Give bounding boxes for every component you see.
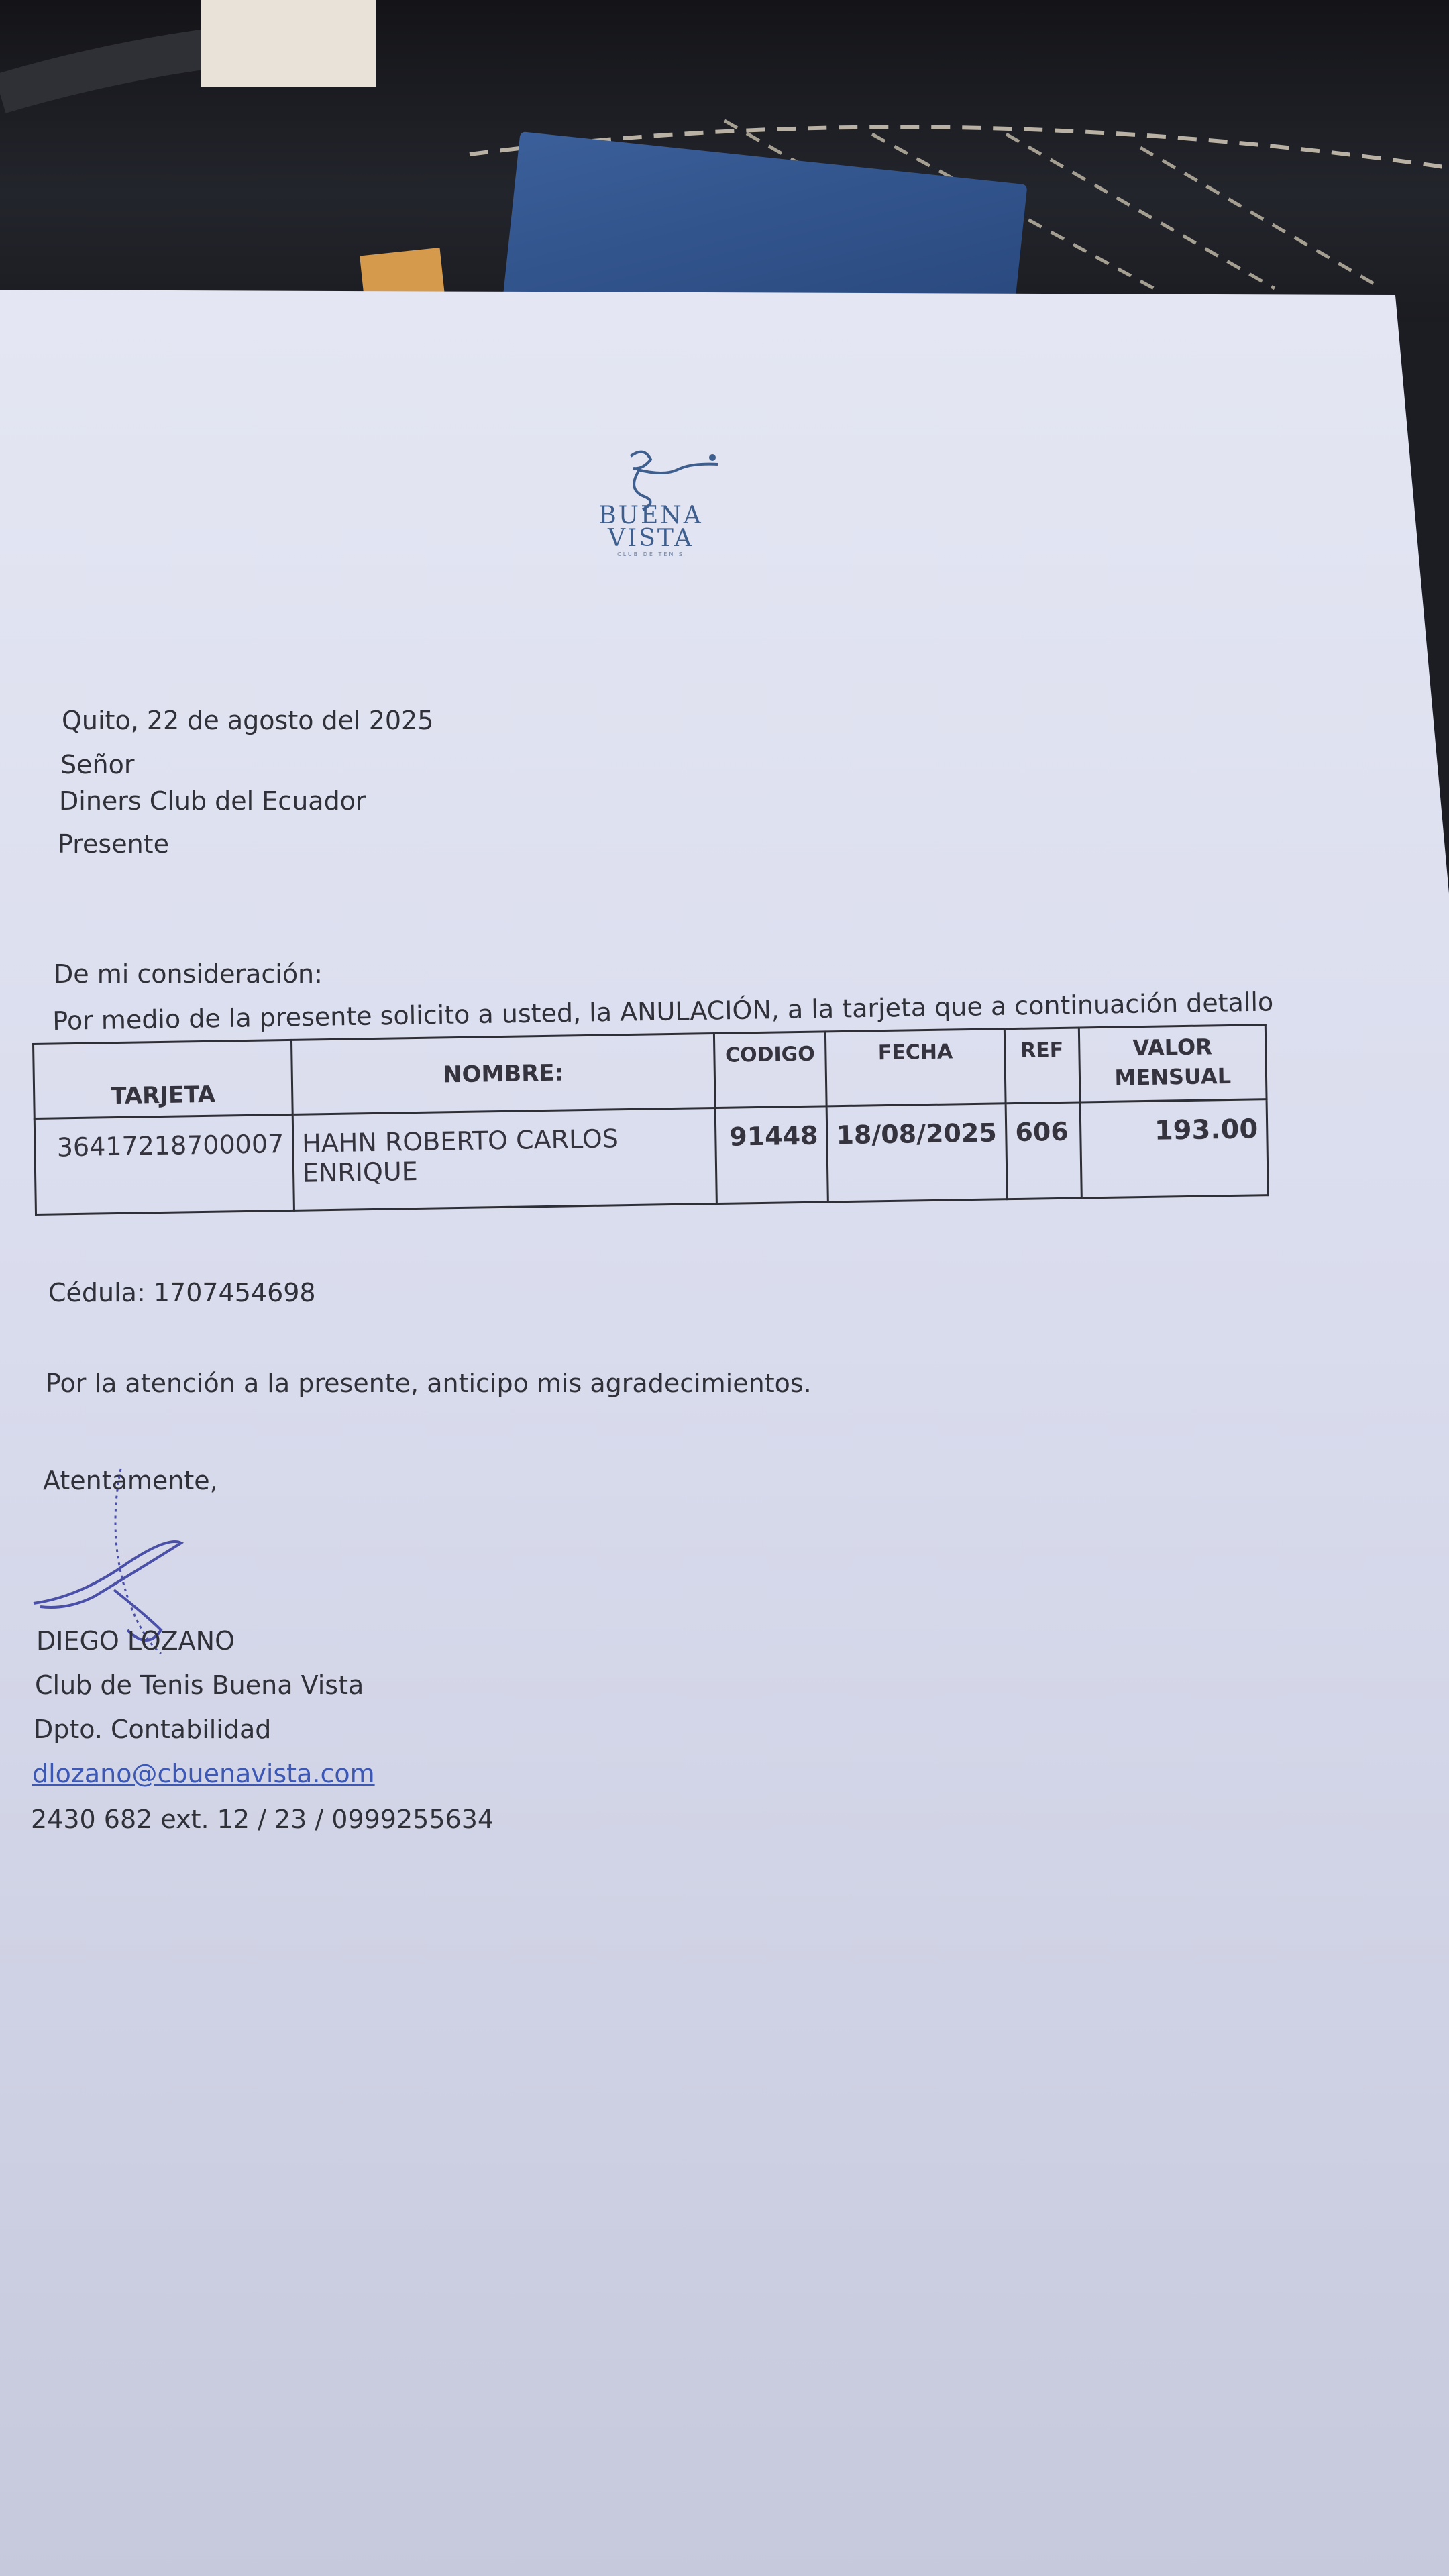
cell-fecha: 18/08/2025 — [826, 1104, 1007, 1202]
header-codigo: CODIGO — [714, 1032, 826, 1108]
cedula-line: Cédula: 1707454698 — [48, 1278, 316, 1307]
header-tarjeta: TARJETA — [34, 1040, 293, 1118]
place-date: Quito, 22 de agosto del 2025 — [62, 706, 434, 735]
header-nombre: NOMBRE: — [291, 1034, 715, 1115]
cell-valor: 193.00 — [1080, 1099, 1269, 1198]
card-details-table — [32, 1024, 1269, 1201]
intro-paragraph: Por medio de la presente solicito a usted, la ANULACIÓN, a la tarjeta que a continuación detallo — [52, 987, 1274, 1036]
logo-wordmark: BUENA VISTA — [598, 502, 703, 552]
logo-subtitle: CLUB DE TENIS — [617, 551, 684, 557]
cell-tarjeta: 36417218700007 — [34, 1114, 294, 1214]
signatory-organization: Club de Tenis Buena Vista — [35, 1670, 364, 1700]
recipient-presente: Presente — [58, 829, 169, 859]
header-fecha: FECHA — [826, 1029, 1006, 1106]
salutation: De mi consideración: — [54, 959, 323, 989]
signatory-phone: 2430 682 ext. 12 / 23 / 0999255634 — [31, 1805, 494, 1834]
signatory-department: Dpto. Contabilidad — [34, 1715, 272, 1744]
recipient-company: Diners Club del Ecuador — [59, 786, 366, 816]
table-row — [34, 1099, 1268, 1215]
club-logo — [564, 443, 724, 564]
cell-nombre: HAHN ROBERTO CARLOS ENRIQUE — [292, 1108, 716, 1211]
signatory-name: DIEGO LOZANO — [36, 1626, 235, 1656]
header-ref: REF — [1004, 1028, 1079, 1104]
cell-codigo: 91448 — [715, 1106, 828, 1204]
closing-line: Atentamente, — [43, 1466, 218, 1495]
signatory-email-link[interactable]: dlozano@cbuenavista.com — [32, 1759, 375, 1788]
recipient-title: Señor — [60, 750, 135, 780]
header-valor-mensual: VALOR MENSUAL — [1079, 1025, 1267, 1102]
cell-ref: 606 — [1006, 1102, 1081, 1199]
thanks-line: Por la atención a la presente, anticipo mis agradecimientos. — [46, 1368, 812, 1398]
